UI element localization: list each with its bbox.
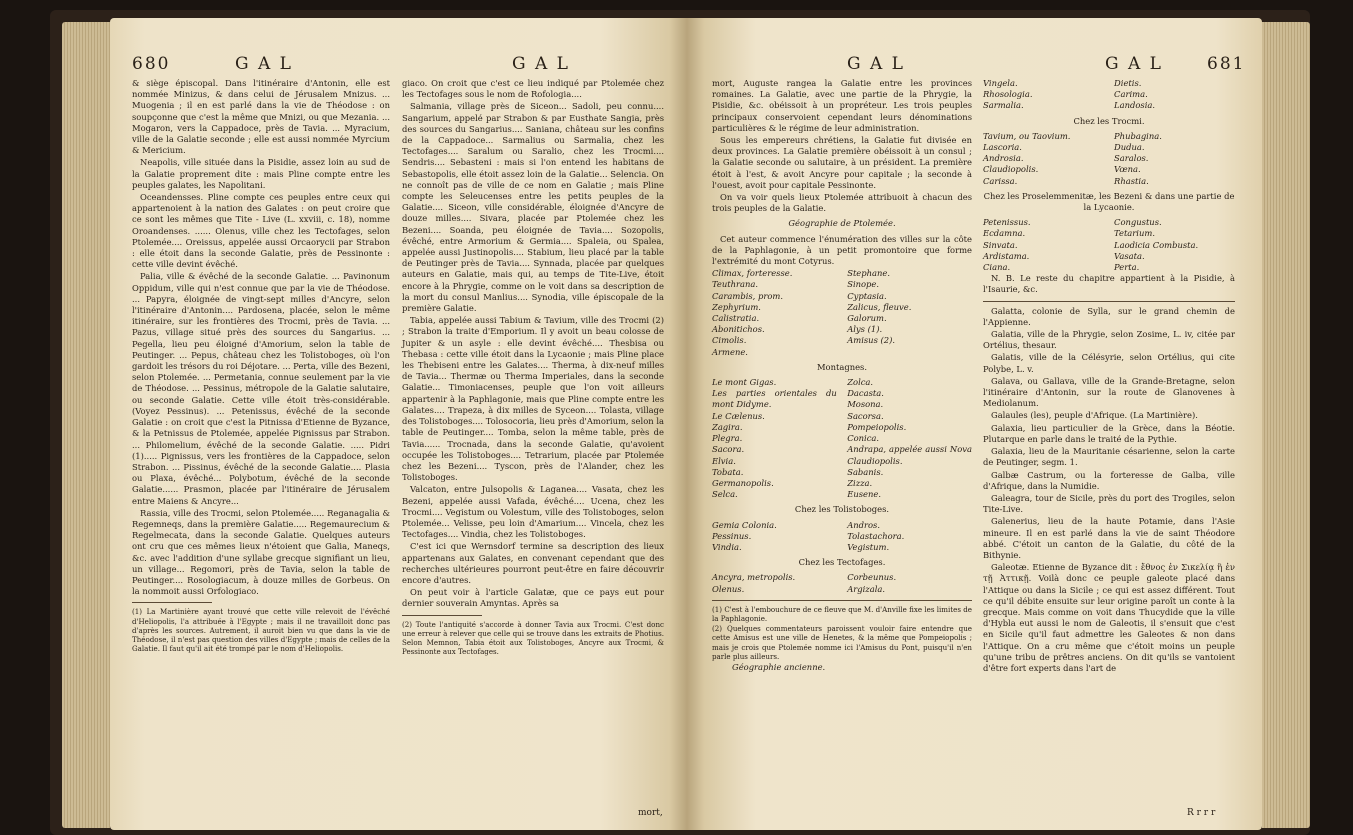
tecto-list-right [847,572,972,594]
paragraph: Neapolis, ville située dans la Pisidie, assez loin au sud de la Galatie proprement dite : mais Pline compte entre les peuples galates, les Napolitani. [132,157,390,190]
place-name: Argizala. [847,583,886,594]
profes-list [983,217,1235,273]
place-name: Olenus. [712,583,745,594]
place-name: Sacora. [712,444,745,455]
paragraph: On va voir quels lieux Ptolemée attribuoit à chacun des trois peuples de la Galatie. [712,192,972,214]
section-title: Chez les Trocmi. [1073,115,1145,126]
place-name: Ancyra, metropolis. [712,572,796,583]
paragraph: Tabia, appelée aussi Tabium & Tavium, ville des Trocmi (2) ; Strabon la traite d'Emporium. Il y avoit un beau colosse de Jupiter & un asyle : elle devint évêché.... Thesbisa ou Thebasa : cette ville étoit dans la Lycaonie ; mais Pline place les Thebiseni entre les Galates.... Therma, à dix-neuf milles de Tavia... Thermæ ou Therma Imperiales, dans la seconde Galatie... Timoniacenses, peuple que l'on voit ailleurs appartenir à la Paphlagonie, mais que Pline compte entre les Galates.... Trapeza, à dix milles de Syceon.... Tolasta, village des Tolistoboges.... Tolosocoria, lieu près d'Amorium, selon la table de Peutinger.... Tomba, selon la même table, près de Tavia...... Trocnada, dans la seconde Galatie, qu'avoient occupée les Tolistoboges.... Tetrarium, placée par Ptolemée chez les Bezeni.... Tyscon, près de l'Alander, chez les Tolistoboges. [402,315,664,483]
place-name: Rhastia. [1114,175,1149,186]
paragraph: mort, Auguste rangea la Galatie entre les provinces romaines. La Galatie, avec une partie de la Phrygie, la Pisidie, &c. obéissoit à un propréteur. Les trois peuples principaux conservoient cependant leurs dénominations particulières & le régime de leur administration. [712,78,972,133]
mountains-list [712,377,972,500]
place-name: Selca. [712,489,738,500]
place-name: Le Cælenus. [712,410,765,421]
place-name: Corbeunus. [847,572,897,583]
place-name: Rhosologia. [983,89,1033,100]
entry: Galeagra, tour de Sicile, près du port des Trogiles, selon Tite-Live. [983,492,1235,515]
paragraph: Sous les empereurs chrétiens, la Galatie fut divisée en deux provinces. La Galatie première obéissoit à un consul ; la Galatie seconde ou salutaire, à un président. La première étoit à l'est, & avoit Ancyre pour capitale ; la seconde à l'ouest, avoit pour capitale Pessinonte. [712,135,972,190]
page-edges-right [1262,22,1310,828]
entry: Galeotæ. Etienne de Byzance dit : ἔθνος ἐν Σικελίᾳ ἢ ἐν τῇ Ἀττικῇ. Voilà donc ce peuple galeote placé dans l'Attique ou dans la Sicile ; ce qui est assez différent. Tout ce qu'il débite ensuite sur leur origine paroît un conte à la grecque. Mais comme on voit dans Thucydide que la ville d'Hybla eut aussi le nom de Galeotis, il s'ensuit que c'est en Sicile qu'il faut admettre les Galeotes & non dans l'Attique. On a cru même que c'étoit moins un peuple qu'une tribu de prêtres anciens. On dit qu'ils se vantoient d'être fort experts dans l'art de [983,562,1235,673]
tolisto-list-left [712,520,837,554]
place-name: Phubagina. [1114,130,1162,141]
footnote-rule [402,615,482,616]
place-name: Gemia Colonia. [712,519,777,530]
left-column-1 [132,78,390,654]
paragraph: Salmania, village près de Siceon... Sadoli, peu connu.... Sangarium, appelé par Strabon & par Eusthate Sangia, près des sources du Sangarius.... Saniana, château sur les confins de la Cappadoce... Sarmalius ou Sarmalia, chez les Tectofages.... Saralum ou Saralio, chez les Trocmi.... Sendris.... Sebasteni : mais si l'on entend les habitans de Sebastopolis, elle étoit assez loin de la Galatie... Selencia. On ne connoît pas de ville de ce nom en Galatie ; mais Pline compte les Seleucenses entre les petits peuples de la Galatie.... Siceon, ville considérable, éloignée d'Ancyre de douze milles.... Sivara, placée par Ptolemée chez les Bezeni.... Soanda, peu éloignée de Tavia.... Sozopolis, évêché, entre Armorium & Germia.... Spaleia, ou Spalea, appelée aussi Justinopolis.... Stabium, lieu placé par la table de Peutinger près de Tavia.... Synnada, placée par quelques auteurs en Galatie, mais qui, au temps de Tite-Live, étoit encore à la Phrygie, comme on le voit dans sa description de la mort du consul Manlius.... Synodia, ville épiscopale de la première Galatie. [402,101,664,314]
place-name: Carissa. [983,175,1018,186]
place-name: Ardistama. [983,250,1030,261]
place-name: Vegistum. [847,541,890,552]
place-name: Vœna. [1114,164,1141,175]
place-name: Germanopolis. [712,477,774,488]
footnote-rule [132,602,212,603]
place-name: Ciana. [983,262,1011,273]
entry: Galenerius, lieu de la haute Potamie, dans l'Asie mineure. Il en est parlé dans la vie de saint Théodore abbé. C'étoit un canton de la Galatie, du côté de la Bithynie. [983,516,1235,560]
profes-list-left [983,217,1104,273]
footnote: (2) Toute l'antiquité s'accorde à donner Tavia aux Trocmi. C'est donc une erreur à relever que celle qui se trouve dans les extraits de Photius. Selon Memnon, Tabia étoit aux Tolistoboges, Ancyre aux Trocmi, & Pessinonte aux Tectofages. [402,619,664,657]
paragraph: Oceandensses. Pline compte ces peuples entre ceux qui appartenoient à la nation des Galates : on peut croire que ce sont les mêmes que Tite - Live (L. xxviii, c. 18), nomme Oroandenses. ...... Olenus, ville chez les Tectofages, selon Ptolemée.... Oreissus, appelée aussi Orcaorycii par Strabon : elle étoit dans la seconde Galatie, près de Pessinonte : cette ville devint évêché. [132,192,390,270]
section-title: Montagnes. [816,361,868,372]
place-name: Galorum. [847,313,887,324]
section-rule [983,301,1235,302]
place-name: Carima. [1114,89,1148,100]
place-name: Vindia. [712,541,742,552]
entry: Galaules (les), peuple d'Afrique. (La Martinière). [991,410,1198,421]
running-head-left-1: G A L [235,54,293,74]
paragraph: giaco. On croit que c'est ce lieu indiqué par Ptolemée chez les Tectofages sous le nom de Rofologia.... [402,78,664,100]
tecto-list-left [712,572,837,594]
place-name: Plegra. [712,433,743,444]
place-name: Pompeiopolis. [847,421,907,432]
paragraph: C'est ici que Wernsdorf termine sa description des lieux appartenans aux Galates, en convenant cependant que des recherches ultérieures pourront peut-être en faire découvrir encore d'autres. [402,541,664,585]
place-name: Cyptasia. [847,290,887,301]
place-name: Sinvata. [983,239,1018,250]
trocmi-list-right [1114,131,1235,187]
trocmi-list-left [983,131,1104,187]
paragraph: Palia, ville & évêché de la seconde Galatie. ... Pavinonum Oppidum, ville qui n'est connue que par la vie de Théodose. ... Papyra, éloignée de vingt-sept milles d'Ancyre, selon l'itinéraire d'Antonin.... Pardosena, placée, selon le même itinéraire, sur les frontières des Trocmi, près de Tavia. ... Pazus, village situé près des sources du Sangarius. ... Pegella, lieu peu éloigné d'Amorium, selon la table de Peutinger. ... Pepus, château chez les Tolistoboges, où l'on gardoit les trésors du roi Déjotare. ... Perta, ville des Bezeni, selon Ptolemée. ... Permetania, connue seulement par la vie de Théodose. ... Pessinus, métropole de la Galatie salutaire, ou seconde Galatie. Cette ville étoit très-considérable. (Voyez Pessinus). ... Petenissus, évêché de la seconde Galatie : on croit que c'est la Pitnissa d'Etienne de Byzance, & la Petnissus de Ptolemée, appelée Pignissus par Strabon. ... Philomelium, évêché de la seconde Galatie. ..... Pidri (1)..... Pignissus, vers les frontières de la Cappadoce, selon Strabon. ... Pissinus, évêché de la seconde Galatie.... Plasia ou Plaxa, évêché... Polybotum, évêché de la seconde Galatie...... Prasmon, placée par l'itinéraire de Jérusalem entre Maiens & Ancyre... [132,271,390,506]
place-name: Sarmalia. [983,100,1024,111]
place-name: Eusene. [847,489,881,500]
entry: Galaxia, lieu particulier de la Grèce, dans la Béotie. Plutarque en parle dans le traité de la Pythie. [983,422,1235,444]
place-name: Elvia. [712,455,736,466]
section-title: Géographie de Ptolemée. [788,218,896,229]
place-name: Zephyrium. [712,301,761,312]
place-name: Le mont Gigas. [712,377,777,388]
section-title: Chez les Tectofages. [798,557,886,568]
coast-list [712,268,972,358]
paragraph: Cet auteur commence l'énumération des villes sur la côte de la Paphlagonie, à un petit promontoire que forme l'extrémité du mont Cotyrus. [712,233,972,267]
place-name: Andrapa, appelée aussi Nova Claudiopolis. [847,444,972,466]
page-number-left: 680 [132,54,171,74]
footnote: (1) La Martinière ayant trouvé que cette ville relevoit de l'évêché d'Heliopolis, l'a attribuée à l'Egypte ; mais il ne travailloit donc pas d'après les sources. Autrement, il auroit bien vu que dans la vie de Théodose, il n'est pas question des villes d'Egypte ; mais de celles de la Galatie. Il faut qu'il ait été trompé par le nom d'Heliopolis. [132,607,390,654]
place-name: Vingela. [983,78,1018,88]
profes-list-right [1114,217,1235,273]
paragraph: Valcaton, entre Julsopolis & Laganea.... Vasata, chez les Bezeni, appelée aussi Vafada, évêché.... Ucena, chez les Trocmi.... Vegistum ou Volestum, ville des Tolistoboges, selon Ptolemée... Velisse, peu loin d'Amarium.... Vincela, chez les Tectofages.... Vindia, chez les Tolistoboges. [402,484,664,540]
section-title: Chez les Tolistoboges. [794,504,890,515]
footnote: (1) C'est à l'embouchure de ce fleuve que M. d'Anville fixe les limites de la Paphlagonie. [712,604,972,623]
trocmi-list [983,131,1235,187]
place-name: Tobata. [712,466,744,477]
right-page [687,18,1262,830]
entry: Galaxia, lieu de la Mauritanie césarienne, selon la carte de Peutinger, segm. 1. [983,446,1235,468]
footnote: (2) Quelques commentateurs paroissent vouloir faire entendre que cette Amisus est une ville de Henetes, & la même que Pompeiopolis ; mais je crois que Ptolemée nomme ici l'Amisus du Pont, puisqu'il n'en parle plus ailleurs. [712,624,972,661]
footer-label: Géographie ancienne. [732,661,826,672]
running-head-right-2: G A L [1105,54,1163,74]
catch-word: mort, [638,808,663,818]
entry: Galatis, ville de la Célésyrie, selon Ortélius, qui cite Polybe, L. v. [983,352,1235,374]
place-name: Armene. [712,346,748,357]
place-name: Congustus. [1114,217,1162,228]
place-name: Zagira. [712,421,743,432]
entry: Galbæ Castrum, ou la forteresse de Galba, ville d'Afrique, dans la Numidie. [983,469,1235,491]
paragraph: & siège épiscopal. Dans l'itinéraire d'Antonin, elle est nommée Minizus, & dans celui de Jérusalem Mnizus. ... Muogenia ; il en est parlé dans la vie de Théodose : on soupçonne que c'est la même que Mnizi, ou que Mezania. ... Mogaron, vers la Cappadoce, près de Tavia. ... Myracium, ville de la Galatie seconde ; elle est aussi nommée Myrcium & Mericium. [132,78,390,156]
left-page [110,18,687,830]
running-head-right-1: G A L [847,54,905,74]
place-name: Dudua. [1114,142,1145,153]
tolisto-list-right [847,520,972,554]
entry: Galava, ou Gallava, ville de la Grande-Bretagne, selon l'itinéraire d'Antonin, sur la route de Glanovenes à Mediolanum. [983,375,1235,409]
place-name: Zolca. [847,377,874,388]
nota-bene: N. B. Le reste du chapitre appartient à la Pisidie, à l'Isaurie, &c. [983,273,1235,295]
place-name: Andros. [847,519,881,530]
place-name: Stephane. [847,268,891,279]
coast-list-left [712,268,837,358]
place-name: Androsia. [983,153,1024,164]
running-head-left-2: G A L [512,54,570,74]
paragraph: Rassia, ville des Trocmi, selon Ptolemée..... Reganagalia & Regemneqs, dans la première Galatie..... Regemaurecium & Regelmecata, dans la seconde Galatie. Quelques auteurs ont cru que ces mêmes lieux n'étoient que Galia, Maneqs, &c. avec l'addition d'une syllabe grecque signifiant un lieu, un village... Regomori, près de Tavia, selon la table de Peutinger.... Rosologiacum, à douze milles de Gorbeus. On la nommoit aussi Orfologiaco. [132,507,390,597]
place-name: Laodicia Combusta. [1114,239,1199,250]
entry: Galatia, ville de la Phrygie, selon Zosime, L. iv, citée par Ortélius, thesaur. [983,329,1235,351]
footnote-rule [712,600,972,601]
place-name: Perta. [1114,262,1140,273]
place-name: Calistratia. [712,313,760,324]
place-name: Sinope. [847,279,880,290]
place-name: Cimolis. [712,335,747,346]
place-name: Climax, forteresse. [712,268,793,279]
coast-list-right [847,268,972,358]
mountains-list-right [847,377,972,500]
tolisto-list [712,520,972,554]
entry: Galatta, colonie de Sylla, sur le grand chemin de l'Appienne. [983,305,1235,327]
place-name: Vasata. [1114,250,1145,261]
paragraph: On peut voir à l'article Galatæ, que ce pays eut pour dernier souverain Amyntas. Après sa [402,587,664,609]
page-number-right: 681 [1207,54,1246,74]
place-name: Zalicus, fleuve. [847,301,912,312]
place-name: Saralos. [1114,153,1149,164]
place-name: Alys (1). [847,324,883,335]
place-name: Lascoria. [983,142,1022,153]
place-name: Claudiopolis. [983,164,1039,175]
top-list [983,78,1235,112]
top-list-left [983,78,1104,112]
place-name: Abonitichos. [712,324,765,335]
place-name: Carambis, prom. [712,290,784,301]
signature-mark: R r r r [1187,808,1216,818]
place-name: Sacorsa. [847,410,884,421]
right-column-2 [983,78,1235,675]
place-name: Landosia. [1114,100,1156,111]
tecto-list [712,572,972,594]
place-name: Pessinus. [712,530,752,541]
place-name: Dietis. [1114,78,1142,88]
section-title: Chez les Proselemmenitæ, les Bezeni & dans une partie de la Lycaonie. [983,190,1235,213]
mountains-list-left [712,377,837,500]
right-column-1 [712,78,972,674]
place-name: Petenissus. [983,217,1031,228]
top-list-right [1114,78,1235,112]
place-name: Conica. [847,433,880,444]
place-name: Les parties orientales du mont Didyme. [712,388,837,410]
place-name: Zizza. [847,477,873,488]
place-name: Sabanis. [847,466,884,477]
place-name: Tolastachora. [847,530,905,541]
place-name: Tetarium. [1114,228,1155,239]
place-name: Teuthrana. [712,279,759,290]
place-name: Tavium, ou Taovium. [983,130,1071,141]
page-edges-left [62,22,110,828]
place-name: Mosona. [847,399,884,410]
place-name: Dacasta. [847,388,884,399]
place-name: Ecdamna. [983,228,1026,239]
left-column-2 [402,78,664,657]
place-name: Amisus (2). [847,335,896,346]
